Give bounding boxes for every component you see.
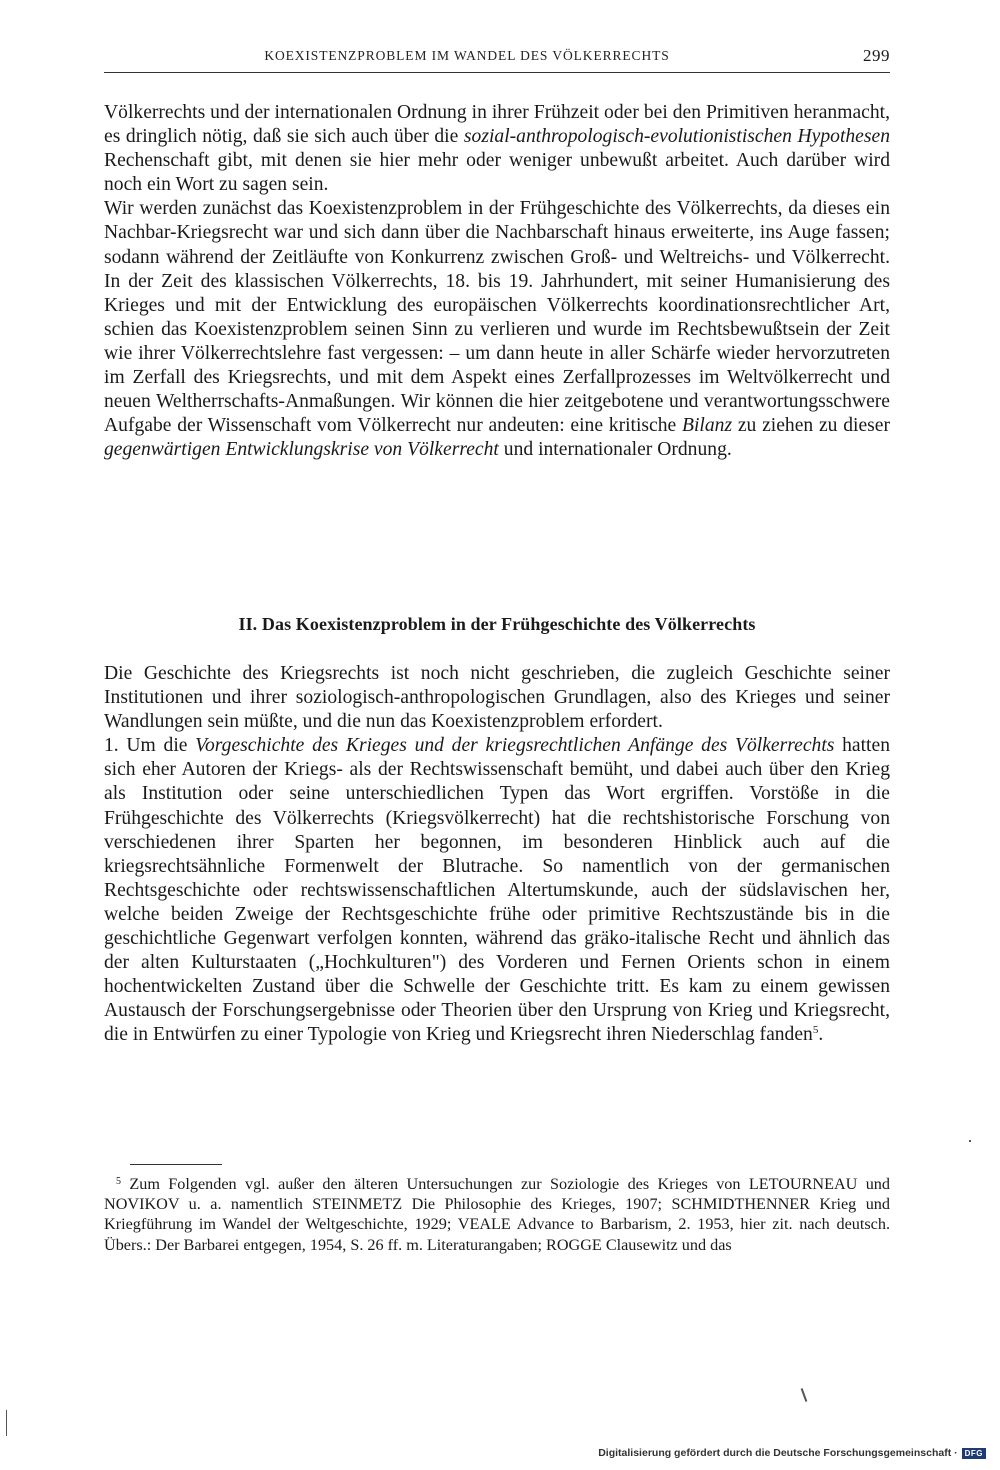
footnote <box>104 1174 890 1255</box>
text-run: hatten sich eher Autoren der Kriegs- als der Rechtswissenschaft bemüht, und dabei auch über den Krieg als Institution oder seine unterschiedlichen Typen das Wort ergriffen. Vorstöße in die Frühgeschichte des Völkerrechts (Kriegsvölkerrecht) hat die rechtshistorische Forschung von verschiedenen ihrer Sparten her begonnen, im besonderen Hinblick auch auf die kriegsrechtsähnliche Formenwelt der Blutrache. So namentlich von der germanischen Rechtsgeschichte oder rechtswissenschaftlichen Altertumskunde, auch der südslavischen her, welche beiden Zweige der Rechtsgeschichte frühe oder primitive Rechtszustände bis in die geschichtliche Gegenwart verfolgen konnten, während das gräko-italische Recht und ähnlich das der alten Kulturstaaten („Hochkulturen") des Vorderen und Fernen Orients schon in einem hochentwickelten Zustand über die Schwelle der Geschichte tritt. Es kam zu einem gewissen Austausch der Forschungsergebnisse oder Theorien über den Ursprung von Krieg und Kriegsrecht, die in Entwürfen zu einer Typologie von Krieg und Kriegsrecht ihren Niederschlag fanden <box>104 735 890 1046</box>
text-run: Wir werden zunächst das Koexistenzproblem in der Frühgeschichte des Völkerrechts, da dieses ein Nachbar-Kriegsrecht war und sich dann über die Nachbarschaft hinaus erweiterte, ins Auge fassen; sodann während der Zeitläufte von Konkurrenz zwischen Groß- und Weltreichs- und Völkerrecht. In der Zeit des klassischen Völkerrechts, 18. bis 19. Jahrhundert, mit seiner Humanisierung des Krieges und mit der Entwicklung des europäischen Völkerrechts koordinationsrechtlicher Art, schien das Koexistenzproblem seinen Sinn zu verlieren und wurde im Rechtsbewußtsein der Zeit wie ihrer Völkerrechtslehre fast vergessen: – um dann heute in aller Schärfe wieder hervorzutreten im Zerfall des Kriegsrechts, und mit dem Aspekt eines Zerfallprozesses im Weltvölkerrecht und neuen Weltherrschafts-Anmaßungen. Wir können die hier zeitgebotene und verantwortungsschwere Aufgabe der Wissenschaft vom Völkerrecht nur andeuten: eine kritische <box>104 198 890 437</box>
text-run: zu ziehen zu dieser <box>732 415 890 437</box>
italic-phrase: sozial-anthropologisch-evolutionistischen Hypothesen <box>463 126 890 148</box>
digitization-credit <box>598 1447 986 1459</box>
running-title: KOEXISTENZPROBLEM IM WANDEL DES VÖLKERRECHTS <box>264 48 670 63</box>
italic-phrase: gegenwärtigen Entwicklungskrise von Völkerrecht <box>104 439 499 461</box>
section-body <box>104 662 890 1048</box>
credit-text: Digitalisierung gefördert durch die Deutsche Forschungsgemeinschaft · <box>598 1447 958 1459</box>
text-run: Rechenschaft gibt, mit denen sie hier mehr oder weniger unbewußt arbeitet. Auch darüber wird noch ein Wort zu sagen sein. <box>104 150 890 196</box>
footnote-mark: 5 <box>116 1176 121 1187</box>
text-run: . <box>818 1024 824 1046</box>
scan-speck <box>6 1410 7 1436</box>
dfg-logo-icon: DFG <box>962 1448 986 1459</box>
section-paragraph-1: Die Geschichte des Kriegsrechts ist noch nicht geschrieben, die zugleich Geschichte seiner Institutionen und ihrer soziologisch-anthropologischen Grundlagen, also des Krieges und seiner Wandlungen sein müßte, und die nun das Koexistenzproblem erfordert. <box>104 663 890 733</box>
scan-speck <box>969 1140 971 1142</box>
footnote-text: Zum Folgenden vgl. außer den älteren Untersuchungen zur Soziologie des Krieges von LETOURNEAU und NOVIKOV u. a. namentlich STEINMETZ Die Philosophie des Krieges, 1907; SCHMIDTHENNER Krieg und Kriegführung im Wandel der Weltgeschichte, 1929; VEALE Advance to Barbarism, 2. 1953, hier zit. nach deutsch. Übers.: Der Barbarei entgegen, 1954, S. 26 ff. m. Literaturangaben; ROGGE Clausewitz und das <box>104 1175 890 1254</box>
text-run: Völkerrechts und der internationalen Ordnung in ihrer Frühzeit oder bei den Primitiven heranmacht, es dringlich nötig, daß sie sich auch über die <box>104 102 890 148</box>
intro-paragraph-1 <box>104 101 890 197</box>
footnote-divider <box>130 1164 222 1165</box>
page-number: 299 <box>863 46 890 65</box>
section-heading: II. Das Koexistenzproblem in der Frühgeschichte des Völkerrechts <box>238 614 756 634</box>
italic-phrase: Vorgeschichte des Krieges und der kriegsrechtlichen Anfänge des Völkerrechts <box>195 735 835 757</box>
scan-speck <box>801 1388 808 1402</box>
page-header <box>104 44 890 73</box>
footnote-reference[interactable]: 5 <box>812 1024 819 1037</box>
section-paragraph-2 <box>104 734 890 1047</box>
intro-paragraph-2 <box>104 197 890 462</box>
text-run: und internationaler Ordnung. <box>498 439 732 461</box>
italic-phrase: Bilanz <box>682 415 733 437</box>
text-run: 1. Um die <box>104 735 196 757</box>
intro-text <box>104 101 890 462</box>
